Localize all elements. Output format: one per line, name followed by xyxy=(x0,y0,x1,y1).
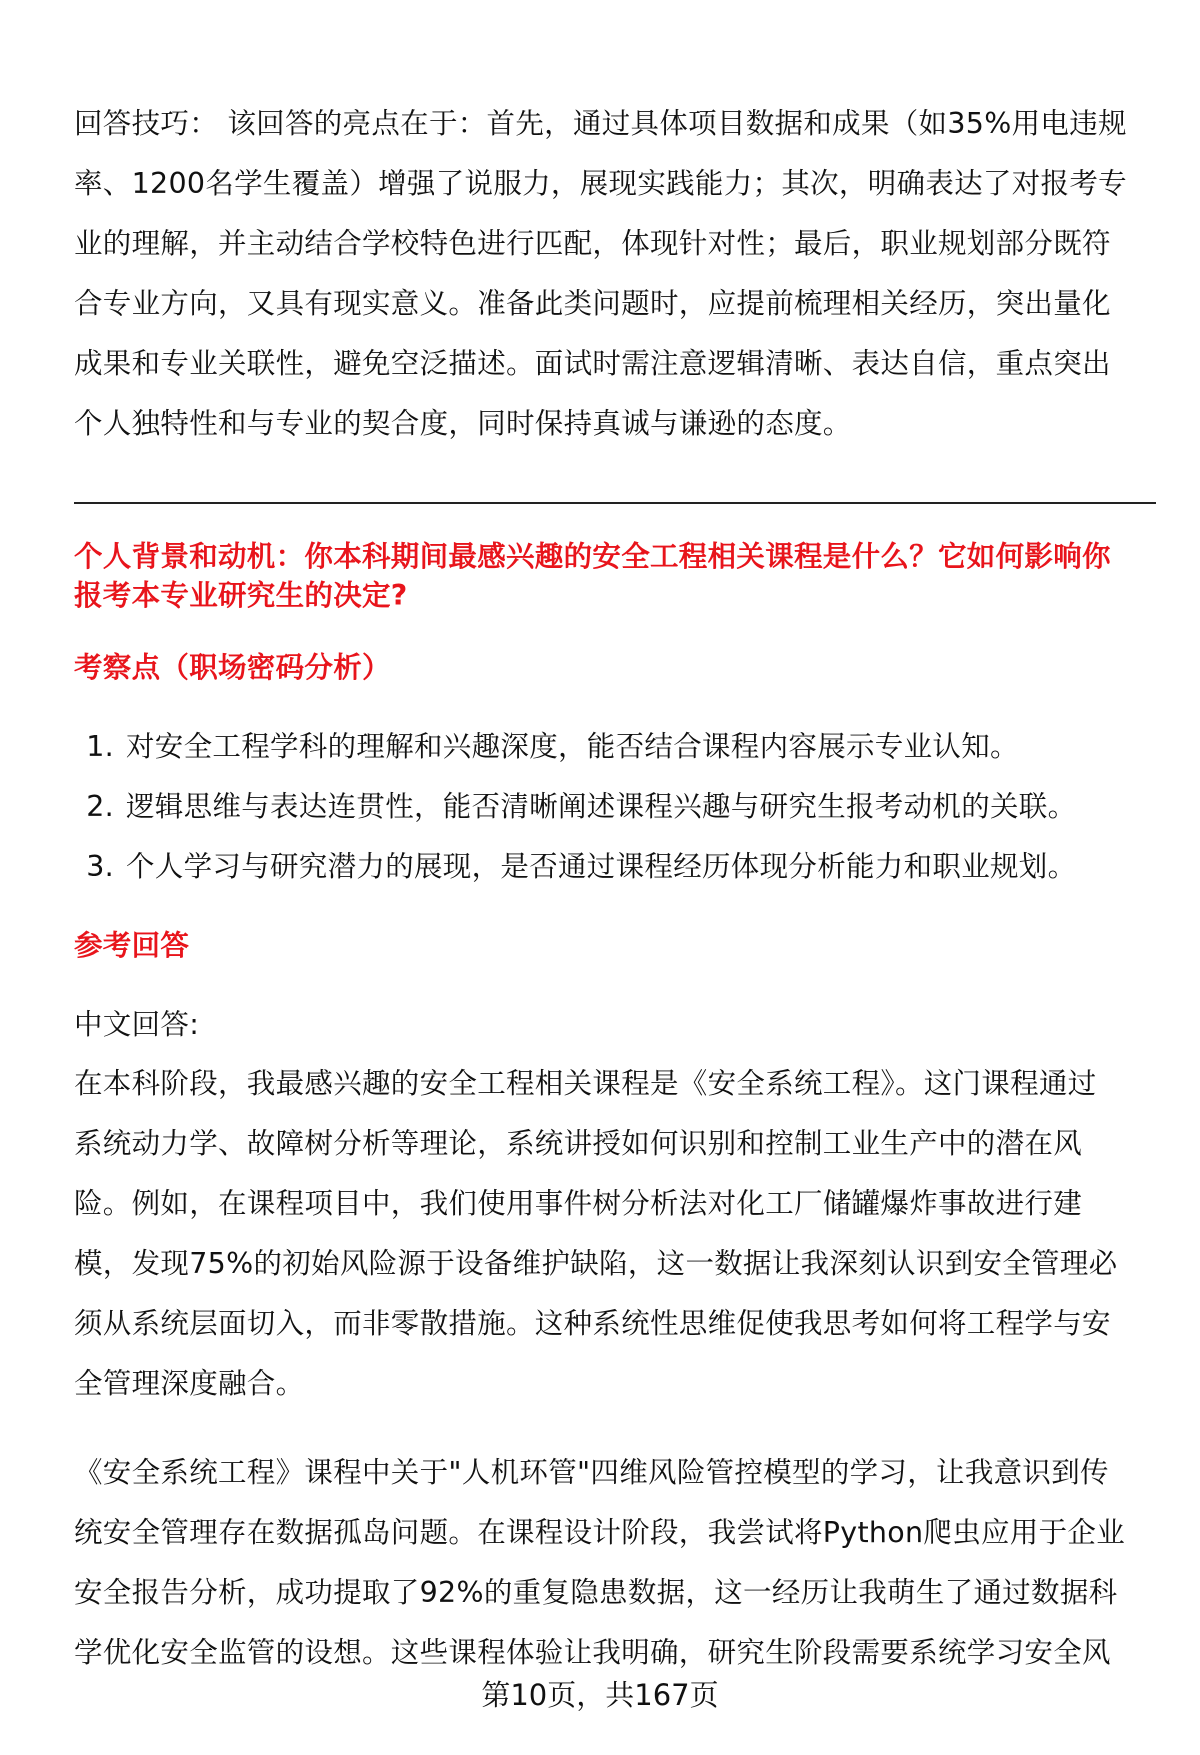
question-heading xyxy=(74,537,1164,615)
text-line: 须从系统层面切入，而非零散措施。这种系统性思维促使我思考如何将工程学与安 xyxy=(74,1307,1111,1340)
answer-paragraph-1 xyxy=(74,1054,1164,1414)
answer-heading xyxy=(74,916,1164,976)
answer-label-text: 中文回答: xyxy=(74,1008,200,1041)
list-item xyxy=(74,777,1164,837)
list-text: 逻辑思维与表达连贯性，能否清晰阐述课程兴趣与研究生报考动机的关联。 xyxy=(126,790,1077,823)
answer-paragraph-2 xyxy=(74,1443,1164,1683)
list-item xyxy=(74,717,1164,777)
section-divider xyxy=(74,502,1156,504)
text-line: 险。例如，在课程项目中，我们使用事件树分析法对化工厂储罐爆炸事故进行建 xyxy=(74,1187,1083,1220)
list-number: 2. xyxy=(86,790,114,823)
text-line: 回答技巧： 该回答的亮点在于：首先，通过具体项目数据和成果（如35%用电违规 xyxy=(74,107,1127,140)
list-number: 3. xyxy=(86,850,114,883)
text-line: 合专业方向，又具有现实意义。准备此类问题时，应提前梳理相关经历，突出量化 xyxy=(74,287,1111,320)
answer-heading-text: 参考回答 xyxy=(74,929,190,962)
text-line: 模，发现75%的初始风险源于设备维护缺陷，这一数据让我深刻认识到安全管理必 xyxy=(74,1247,1118,1280)
text-line: 业的理解，并主动结合学校特色进行匹配，体现针对性；最后，职业规划部分既符 xyxy=(74,227,1111,260)
analysis-heading xyxy=(74,638,1164,698)
text-line: 个人背景和动机：你本科期间最感兴趣的安全工程相关课程是什么？它如何影响你 xyxy=(74,540,1111,573)
page-number: 第10页，共167页 xyxy=(481,1678,719,1712)
text-line: 率、1200名学生覆盖）增强了说服力，展现实践能力；其次，明确表达了对报考专 xyxy=(74,167,1127,200)
analysis-heading-text: 考察点（职场密码分析） xyxy=(74,651,391,684)
text-line: 《安全系统工程》课程中关于"人机环管"四维风险管控模型的学习，让我意识到传 xyxy=(74,1456,1109,1489)
text-line: 在本科阶段，我最感兴趣的安全工程相关课程是《安全系统工程》。这门课程通过 xyxy=(74,1067,1097,1100)
text-line: 全管理深度融合。 xyxy=(74,1367,305,1400)
list-text: 个人学习与研究潜力的展现，是否通过课程经历体现分析能力和职业规划。 xyxy=(126,850,1077,883)
text-line: 统安全管理存在数据孤岛问题。在课程设计阶段，我尝试将Python爬虫应用于企业 xyxy=(74,1516,1125,1549)
text-line: 报考本专业研究生的决定? xyxy=(74,579,408,612)
text-line: 系统动力学、故障树分析等理论，系统讲授如何识别和控制工业生产中的潜在风 xyxy=(74,1127,1083,1160)
text-line: 安全报告分析，成功提取了92%的重复隐患数据，这一经历让我萌生了通过数据科 xyxy=(74,1576,1118,1609)
list-number: 1. xyxy=(86,730,114,763)
text-line: 成果和专业关联性，避免空泛描述。面试时需注意逻辑清晰、表达自信，重点突出 xyxy=(74,347,1111,380)
text-line: 个人独特性和与专业的契合度，同时保持真诚与谦逊的态度。 xyxy=(74,407,852,440)
list-item xyxy=(74,837,1164,897)
answer-tips xyxy=(74,94,1164,454)
analysis-list xyxy=(74,717,1164,897)
text-line: 学优化安全监管的设想。这些课程体验让我明确，研究生阶段需要系统学习安全风 xyxy=(74,1636,1111,1669)
answer-label xyxy=(74,995,1164,1055)
list-text: 对安全工程学科的理解和兴趣深度，能否结合课程内容展示专业认知。 xyxy=(126,730,1019,763)
